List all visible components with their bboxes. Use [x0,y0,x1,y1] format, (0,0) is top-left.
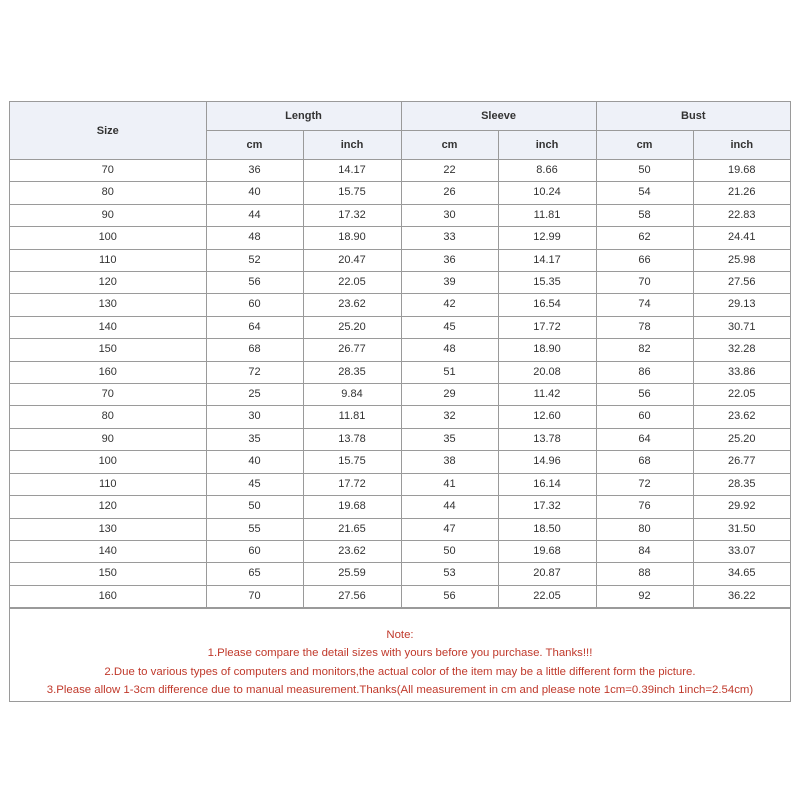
measurement-cell: 36.22 [693,585,790,607]
measurement-cell: 20.08 [498,361,596,383]
measurement-cell: 54 [596,182,693,204]
measurement-cell: 22.05 [303,272,401,294]
measurement-cell: 33.86 [693,361,790,383]
measurement-cell: 34.65 [693,563,790,585]
measurement-cell: 80 [596,518,693,540]
measurement-cell: 70 [206,585,303,607]
size-cell: 130 [10,518,206,540]
measurement-cell: 53 [401,563,498,585]
measurement-cell: 24.41 [693,227,790,249]
unit-header: cm [401,131,498,160]
measurement-cell: 20.87 [498,563,596,585]
measurement-cell: 50 [401,540,498,562]
measurement-cell: 22.83 [693,204,790,226]
measurement-cell: 60 [206,294,303,316]
measurement-cell: 11.81 [303,406,401,428]
unit-header: cm [596,131,693,160]
measurement-cell: 23.62 [303,540,401,562]
table-row [10,249,790,271]
measurement-cell: 28.35 [693,473,790,495]
measurement-cell: 44 [401,496,498,518]
measurement-cell: 29.92 [693,496,790,518]
table-row [10,182,790,204]
table-row [10,227,790,249]
size-cell: 80 [10,406,206,428]
size-cell: 110 [10,473,206,495]
table-row [10,294,790,316]
measurement-cell: 33.07 [693,540,790,562]
measurement-cell: 86 [596,361,693,383]
measurement-cell: 44 [206,204,303,226]
measurement-cell: 9.84 [303,384,401,406]
size-cell: 140 [10,316,206,338]
measurement-cell: 50 [596,160,693,182]
measurement-cell: 48 [206,227,303,249]
table-row [10,428,790,450]
size-cell: 120 [10,272,206,294]
measurement-cell: 26 [401,182,498,204]
note-line: 1.Please compare the detail sizes with yours before you purchase. Thanks!!! [207,647,593,660]
measurement-cell: 47 [401,518,498,540]
measurement-cell: 40 [206,451,303,473]
measurement-cell: 17.32 [498,496,596,518]
measurement-cell: 25.20 [693,428,790,450]
measurement-cell: 16.14 [498,473,596,495]
table-row [10,160,790,182]
table-row [10,204,790,226]
measurement-cell: 68 [206,339,303,361]
bust-header: Bust [596,102,790,131]
size-cell: 70 [10,384,206,406]
measurement-cell: 32.28 [693,339,790,361]
size-cell: 120 [10,496,206,518]
measurement-cell: 15.75 [303,451,401,473]
table-row [10,451,790,473]
measurement-cell: 42 [401,294,498,316]
measurement-cell: 39 [401,272,498,294]
table-row [10,496,790,518]
measurement-cell: 17.72 [303,473,401,495]
table-row [10,272,790,294]
measurement-cell: 36 [206,160,303,182]
measurement-cell: 23.62 [303,294,401,316]
measurement-cell: 29.13 [693,294,790,316]
measurement-cell: 56 [401,585,498,607]
measurement-cell: 92 [596,585,693,607]
measurement-cell: 74 [596,294,693,316]
unit-header: inch [498,131,596,160]
measurement-cell: 82 [596,339,693,361]
measurement-cell: 56 [206,272,303,294]
measurement-cell: 8.66 [498,160,596,182]
size-cell: 70 [10,160,206,182]
note-line: 2.Due to various types of computers and monitors,the actual color of the item may be a little different form the picture. [104,665,696,678]
size-cell: 160 [10,361,206,383]
measurement-cell: 70 [596,272,693,294]
measurement-cell: 23.62 [693,406,790,428]
measurement-cell: 10.24 [498,182,596,204]
measurement-cell: 40 [206,182,303,204]
measurement-cell: 22.05 [693,384,790,406]
size-table [10,102,790,608]
measurement-cell: 21.65 [303,518,401,540]
table-row [10,406,790,428]
measurement-cell: 62 [596,227,693,249]
measurement-cell: 14.96 [498,451,596,473]
size-cell: 160 [10,585,206,607]
measurement-cell: 14.17 [303,160,401,182]
measurement-cell: 12.99 [498,227,596,249]
measurement-cell: 35 [206,428,303,450]
length-header: Length [206,102,401,131]
measurement-cell: 31.50 [693,518,790,540]
table-row [10,316,790,338]
measurement-cell: 20.47 [303,249,401,271]
measurement-cell: 13.78 [498,428,596,450]
measurement-cell: 55 [206,518,303,540]
unit-header: inch [303,131,401,160]
note-line: 3.Please allow 1-3cm difference due to manual measurement.Thanks(All measurement in cm and please note 1cm=0.39inch 1inch=2.54cm) [46,684,754,697]
measurement-cell: 12.60 [498,406,596,428]
measurement-cell: 17.32 [303,204,401,226]
measurement-cell: 25.98 [693,249,790,271]
measurement-cell: 18.90 [498,339,596,361]
measurement-cell: 11.42 [498,384,596,406]
size-cell: 150 [10,563,206,585]
measurement-cell: 36 [401,249,498,271]
table-row [10,540,790,562]
table-row [10,563,790,585]
measurement-cell: 58 [596,204,693,226]
size-cell: 140 [10,540,206,562]
measurement-cell: 22.05 [498,585,596,607]
table-row [10,361,790,383]
measurement-cell: 15.35 [498,272,596,294]
measurement-cell: 76 [596,496,693,518]
measurement-cell: 28.35 [303,361,401,383]
measurement-cell: 19.68 [498,540,596,562]
measurement-cell: 60 [206,540,303,562]
size-cell: 150 [10,339,206,361]
measurement-cell: 30 [206,406,303,428]
measurement-cell: 16.54 [498,294,596,316]
measurement-cell: 72 [596,473,693,495]
table-row [10,585,790,607]
measurement-cell: 25.59 [303,563,401,585]
table-row [10,384,790,406]
size-cell: 90 [10,428,206,450]
measurement-cell: 30 [401,204,498,226]
measurement-cell: 27.56 [303,585,401,607]
measurement-cell: 18.50 [498,518,596,540]
measurement-cell: 45 [206,473,303,495]
measurement-cell: 41 [401,473,498,495]
measurement-cell: 56 [596,384,693,406]
unit-header: inch [693,131,790,160]
size-header: Size [10,102,206,160]
size-cell: 100 [10,451,206,473]
measurement-cell: 25 [206,384,303,406]
measurement-cell: 51 [401,361,498,383]
measurement-cell: 25.20 [303,316,401,338]
table-row [10,473,790,495]
measurement-cell: 19.68 [303,496,401,518]
measurement-cell: 68 [596,451,693,473]
measurement-cell: 35 [401,428,498,450]
unit-header: cm [206,131,303,160]
measurement-cell: 26.77 [693,451,790,473]
measurement-cell: 48 [401,339,498,361]
measurement-cell: 65 [206,563,303,585]
measurement-cell: 72 [206,361,303,383]
measurement-cell: 60 [596,406,693,428]
measurement-cell: 78 [596,316,693,338]
measurement-cell: 50 [206,496,303,518]
measurement-cell: 18.90 [303,227,401,249]
measurement-cell: 64 [596,428,693,450]
size-cell: 80 [10,182,206,204]
measurement-cell: 11.81 [498,204,596,226]
measurement-cell: 33 [401,227,498,249]
measurement-cell: 45 [401,316,498,338]
measurement-cell: 27.56 [693,272,790,294]
measurement-cell: 26.77 [303,339,401,361]
table-header [10,102,790,160]
measurement-cell: 15.75 [303,182,401,204]
table-body [10,160,790,608]
notes-section [10,608,790,701]
table-row [10,339,790,361]
sleeve-header: Sleeve [401,102,596,131]
size-cell: 100 [10,227,206,249]
size-cell: 90 [10,204,206,226]
size-cell: 130 [10,294,206,316]
measurement-cell: 52 [206,249,303,271]
measurement-cell: 32 [401,406,498,428]
measurement-cell: 13.78 [303,428,401,450]
table-row [10,518,790,540]
size-cell: 110 [10,249,206,271]
measurement-cell: 29 [401,384,498,406]
measurement-cell: 64 [206,316,303,338]
measurement-cell: 22 [401,160,498,182]
measurement-cell: 17.72 [498,316,596,338]
measurement-cell: 21.26 [693,182,790,204]
measurement-cell: 84 [596,540,693,562]
measurement-cell: 66 [596,249,693,271]
measurement-cell: 88 [596,563,693,585]
measurement-cell: 19.68 [693,160,790,182]
measurement-cell: 30.71 [693,316,790,338]
note-title: Note: [386,629,414,642]
measurement-cell: 14.17 [498,249,596,271]
size-chart [9,101,791,702]
measurement-cell: 38 [401,451,498,473]
